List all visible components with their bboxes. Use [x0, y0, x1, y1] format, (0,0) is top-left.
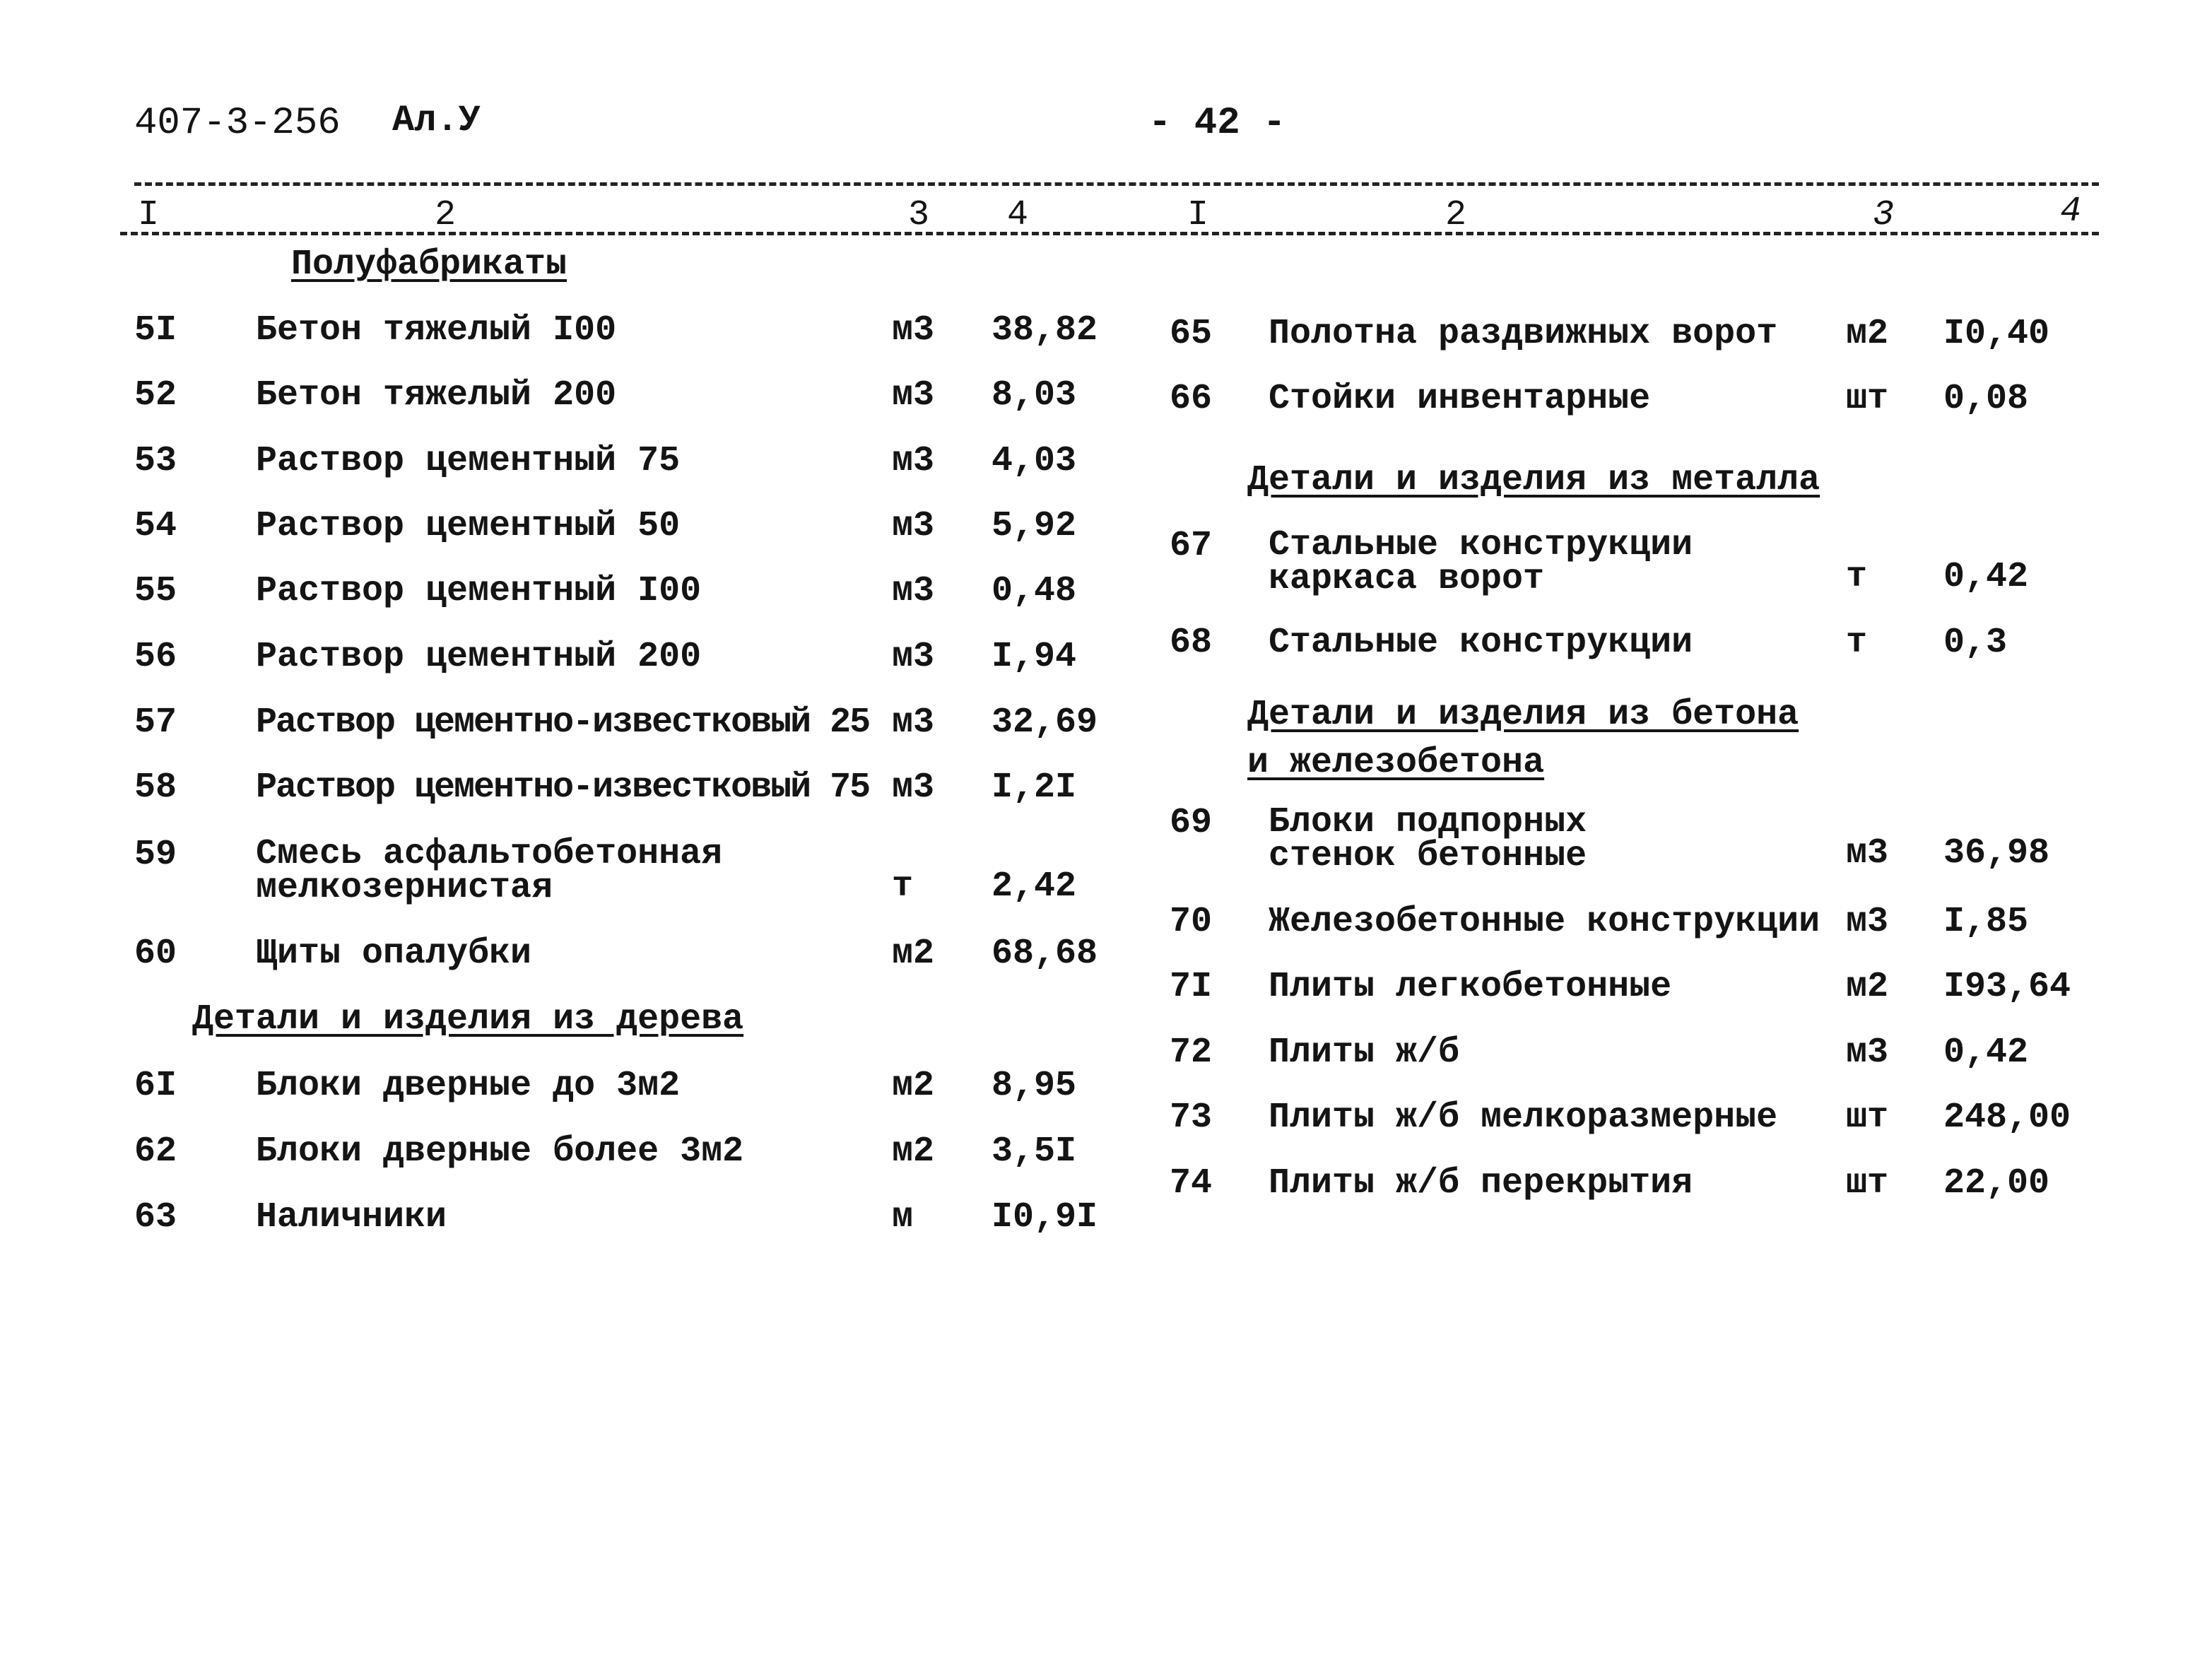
row-number: 59	[134, 835, 177, 875]
row-unit: м	[892, 1197, 914, 1237]
col-header-left-4: 4	[1007, 195, 1029, 235]
row-unit: шт	[1846, 1163, 1889, 1204]
row-name: Стойки инвентарные	[1269, 379, 1651, 419]
row-number: 65	[1170, 314, 1213, 354]
page-number: - 42 -	[1148, 102, 1286, 145]
row-name: Плиты ж/б перекрытия	[1269, 1163, 1693, 1204]
row-qty: 0,42	[1943, 557, 2029, 597]
section-semifinished: Полуфабрикаты	[291, 245, 567, 285]
row-unit: м3	[892, 506, 935, 546]
row-name: Наличники	[256, 1197, 447, 1237]
row-unit: т	[892, 866, 914, 907]
row-number: 69	[1170, 803, 1213, 843]
row-qty: I,85	[1943, 902, 2029, 942]
row-number: 54	[134, 506, 177, 546]
row-name: Стальные конструкции каркаса ворот	[1269, 525, 1693, 599]
row-qty: 36,98	[1943, 833, 2050, 874]
row-unit: м2	[892, 1066, 935, 1106]
row-qty: 8,03	[992, 375, 1077, 416]
row-qty: 5,92	[992, 506, 1077, 546]
row-name: Стальные конструкции	[1269, 623, 1693, 663]
row-qty: 0,08	[1943, 379, 2029, 419]
row-number: 74	[1170, 1163, 1213, 1204]
row-number: 55	[134, 571, 177, 611]
row-unit: м3	[892, 571, 935, 611]
row-qty: I,2I	[992, 768, 1077, 808]
row-unit: м3	[892, 768, 935, 808]
row-qty: 0,48	[992, 571, 1077, 611]
row-name: Бетон тяжелый 200	[256, 375, 617, 416]
row-qty: I0,40	[1943, 314, 2050, 354]
row-name: Раствор цементно-известковый 75	[256, 768, 870, 808]
row-name: Смесь асфальтобетонная мелкозернистая	[256, 834, 723, 908]
row-name: Железобетонные конструкции	[1269, 902, 1820, 942]
row-number: 53	[134, 441, 177, 481]
row-name: Блоки дверные более 3м2	[256, 1131, 744, 1172]
row-qty: 32,69	[992, 702, 1098, 743]
row-number: 6I	[134, 1066, 177, 1106]
row-unit: м2	[892, 1131, 935, 1172]
row-name: Щиты опалубки	[256, 934, 532, 974]
row-number: 52	[134, 375, 177, 416]
row-name: Раствор цементно-известковый 25	[256, 702, 870, 743]
col-header-right-1: I	[1187, 195, 1209, 235]
row-unit: шт	[1846, 379, 1889, 419]
row-name: Раствор цементный 200	[256, 637, 702, 677]
row-qty: 0,3	[1943, 623, 2008, 663]
row-unit: м2	[892, 934, 935, 974]
row-number: 68	[1170, 623, 1213, 663]
row-qty: 68,68	[992, 934, 1098, 974]
col-header-right-4: 4	[2060, 192, 2082, 232]
row-name: Блоки дверные до 3м2	[256, 1066, 681, 1106]
section-wood: Детали и изделия из дерева	[192, 999, 744, 1040]
col-header-left-2: 2	[435, 195, 457, 235]
row-qty: 38,82	[992, 310, 1098, 351]
col-header-left-3: 3	[908, 195, 930, 235]
row-qty: I93,64	[1943, 967, 2071, 1007]
row-number: 5I	[134, 310, 177, 351]
column-header-dashes	[120, 232, 2099, 235]
row-number: 66	[1170, 379, 1213, 419]
row-number: 70	[1170, 902, 1213, 942]
col-header-right-3: 3	[1873, 195, 1895, 235]
col-header-right-2: 2	[1445, 195, 1467, 235]
row-number: 56	[134, 637, 177, 677]
row-qty: 2,42	[992, 866, 1077, 907]
row-unit: м3	[892, 375, 935, 416]
row-number: 73	[1170, 1098, 1213, 1138]
row-unit: м2	[1846, 314, 1889, 354]
col-header-left-1: I	[138, 195, 160, 235]
row-number: 7I	[1170, 967, 1213, 1007]
sheet-label: Ал.У	[392, 100, 481, 141]
row-name: Плиты легкобетонные	[1269, 967, 1672, 1007]
row-qty: 22,00	[1943, 1163, 2050, 1204]
row-number: 63	[134, 1197, 177, 1237]
row-name: Раствор цементный 50	[256, 506, 681, 546]
row-name: Полотна раздвижных ворот	[1269, 314, 1778, 354]
row-name: Раствор цементный 75	[256, 441, 681, 481]
row-unit: м3	[1846, 902, 1889, 942]
row-number: 67	[1170, 526, 1213, 566]
row-qty: 248,00	[1943, 1098, 2071, 1138]
row-unit: м2	[1846, 967, 1889, 1007]
row-name: Плиты ж/б мелкоразмерные	[1269, 1098, 1778, 1138]
row-unit: м3	[892, 637, 935, 677]
doc-code: 407-3-256	[134, 102, 341, 145]
row-qty: 8,95	[992, 1066, 1077, 1106]
row-unit: шт	[1846, 1098, 1889, 1138]
row-number: 60	[134, 934, 177, 974]
row-qty: 4,03	[992, 441, 1077, 481]
row-name: Раствор цементный I00	[256, 571, 702, 611]
row-qty: 0,42	[1943, 1033, 2029, 1073]
section-concrete: Детали и изделия из бетона и железобетона	[1247, 695, 1799, 783]
row-number: 62	[134, 1131, 177, 1172]
row-unit: м3	[892, 441, 935, 481]
row-unit: м3	[1846, 1033, 1889, 1073]
row-unit: м3	[892, 702, 935, 743]
row-name: Блоки подпорных стенок бетонные	[1269, 802, 1587, 876]
row-unit: м3	[1846, 833, 1889, 874]
row-qty: I,94	[992, 637, 1077, 677]
row-unit: т	[1846, 623, 1868, 663]
row-number: 58	[134, 768, 177, 808]
header-separator	[134, 182, 2099, 186]
row-unit: м3	[892, 310, 935, 351]
row-number: 57	[134, 702, 177, 743]
row-qty: 3,5I	[992, 1131, 1077, 1172]
row-name: Бетон тяжелый I00	[256, 310, 617, 351]
row-number: 72	[1170, 1033, 1213, 1073]
row-unit: т	[1846, 557, 1868, 597]
section-metal: Детали и изделия из металла	[1247, 460, 1820, 500]
row-name: Плиты ж/б	[1269, 1033, 1460, 1073]
row-qty: I0,9I	[992, 1197, 1098, 1237]
